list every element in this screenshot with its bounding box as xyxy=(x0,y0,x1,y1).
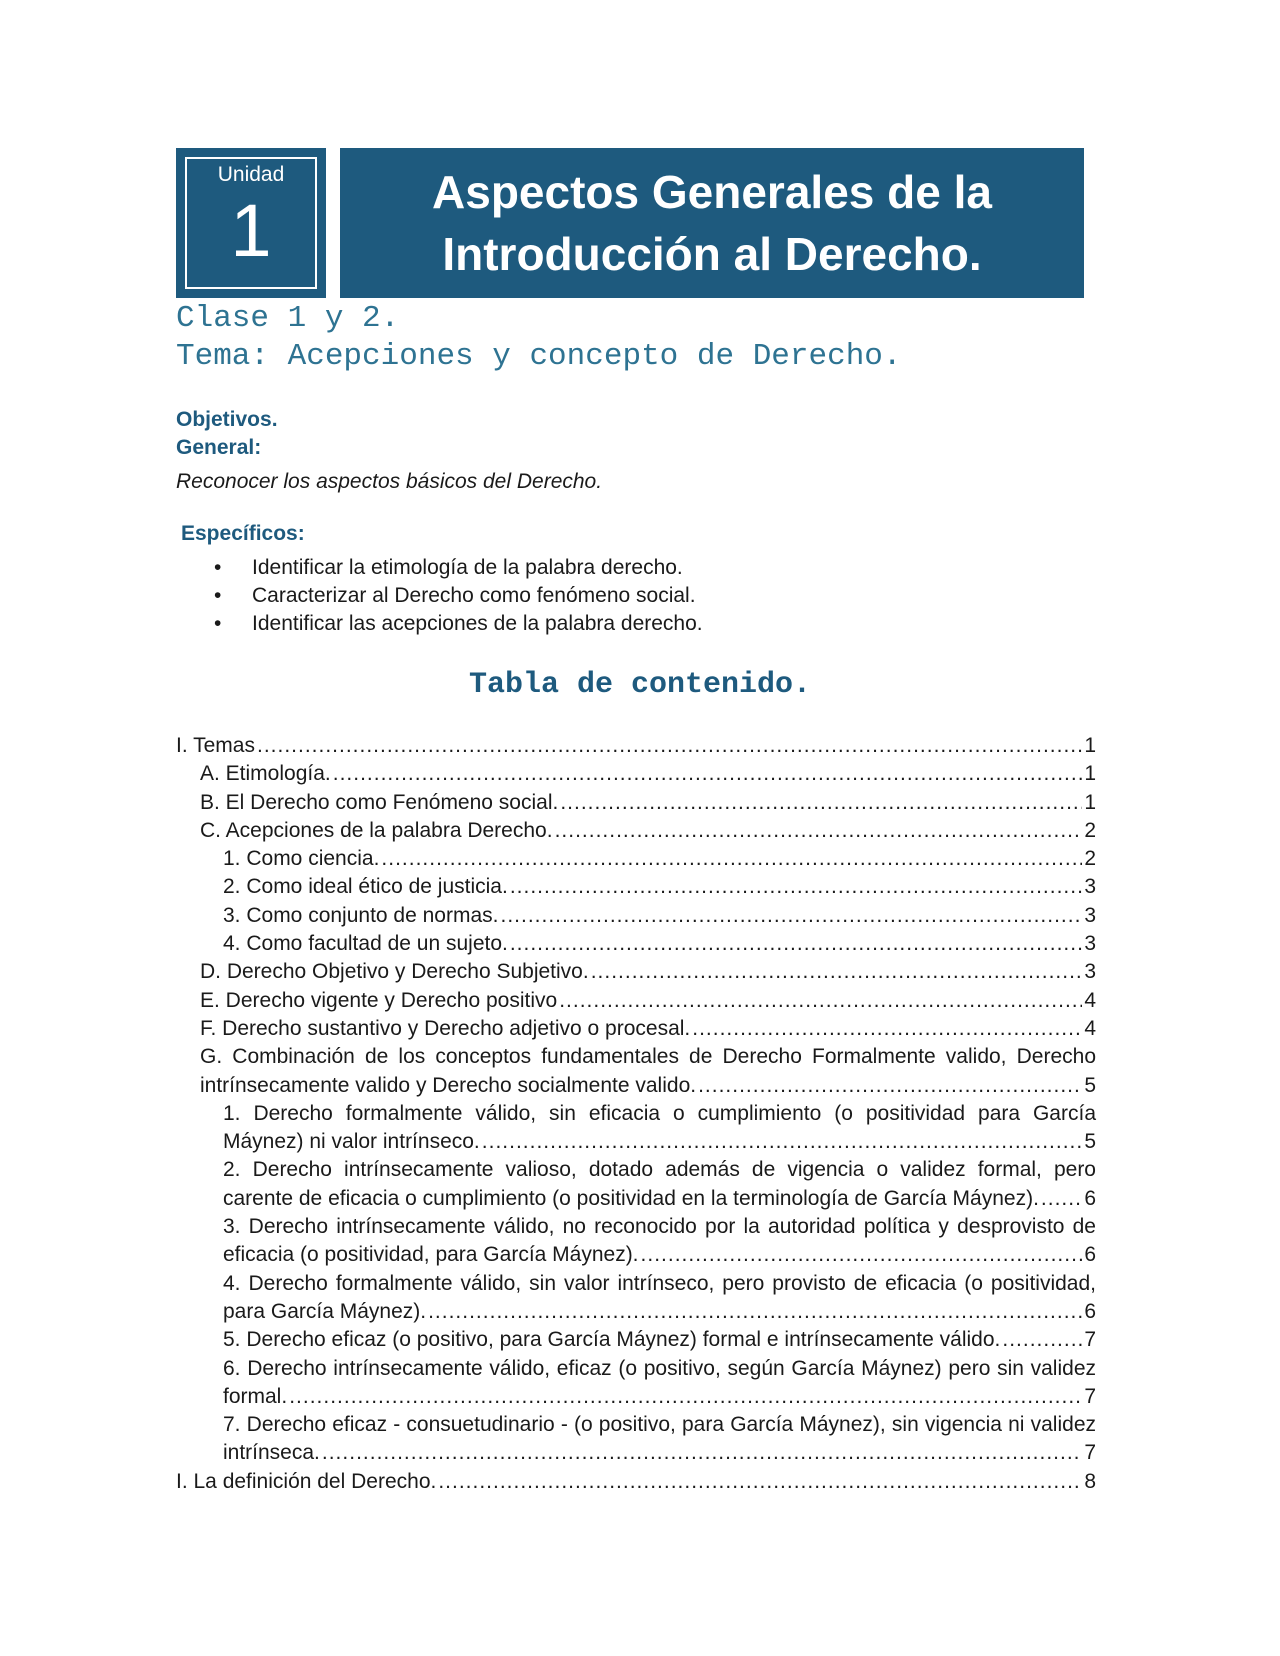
unit-number: 1 xyxy=(230,189,272,272)
toc-page-number: 3 xyxy=(1084,903,1096,927)
toc-leader xyxy=(692,1015,1082,1043)
unit-title-line-2: Introducción al Derecho. xyxy=(442,228,982,280)
toc-entry-text-cont: Máynez) ni valor intrínseco. xyxy=(223,1130,480,1154)
toc-entry-text: 1. Como ciencia. xyxy=(223,847,380,871)
toc-entry-text-cont: carente de eficacia o cumplimiento (o positividad en la terminología de García Máynez). xyxy=(223,1186,1039,1210)
toc-entry[interactable] xyxy=(200,789,1096,817)
toc-entry[interactable] xyxy=(223,873,1096,901)
list-item xyxy=(214,610,703,638)
toc-page-number: 6 xyxy=(1084,1243,1096,1267)
toc-entry-text: 3. Como conjunto de normas. xyxy=(223,903,499,927)
toc-entry[interactable] xyxy=(176,732,1096,760)
specific-objectives-list xyxy=(214,554,703,638)
toc-leader xyxy=(641,1241,1083,1269)
toc-leader xyxy=(1041,1185,1082,1213)
unit-title xyxy=(432,161,992,285)
toc-page-number: 7 xyxy=(1084,1441,1096,1465)
toc-entry[interactable] xyxy=(200,1015,1096,1043)
toc-entry-text: D. Derecho Objetivo y Derecho Subjetivo. xyxy=(200,960,589,984)
toc-entry[interactable] xyxy=(223,845,1096,873)
toc-entry-text: A. Etimología. xyxy=(200,762,331,786)
toc-page-number: 4 xyxy=(1084,988,1096,1012)
toc-page-number: 3 xyxy=(1084,960,1096,984)
toc-page-number: 8 xyxy=(1084,1469,1096,1493)
unit-title-line-1: Aspectos Generales de la xyxy=(432,166,992,218)
unit-header xyxy=(176,148,1084,298)
toc-entry[interactable] xyxy=(223,1100,1096,1157)
toc-leader xyxy=(555,817,1083,845)
toc-entry-text: E. Derecho vigente y Derecho positivo xyxy=(200,988,558,1012)
toc-entry-text-cont: intrínseca. xyxy=(223,1441,320,1465)
toc-entry-text: B. El Derecho como Fenómeno social. xyxy=(200,790,559,814)
toc-leader xyxy=(482,1128,1083,1156)
toc-entry-text: 7. Derecho eficaz - consuetudinario - (o positivo, para García Máynez), sin vigencia ni validez xyxy=(223,1413,1096,1437)
bullet-icon: • xyxy=(214,584,222,607)
topic-label: Tema: Acepciones y concepto de Derecho. xyxy=(176,339,902,374)
toc-entry-text: G. Combinación de los conceptos fundamentales de Derecho Formalmente valido, Derecho xyxy=(200,1045,1096,1069)
specific-objective: Identificar la etimología de la palabra derecho. xyxy=(252,556,683,579)
toc-leader xyxy=(559,987,1082,1015)
toc-entry[interactable] xyxy=(200,817,1096,845)
toc-page-number: 7 xyxy=(1084,1384,1096,1408)
toc-leader xyxy=(1002,1326,1082,1354)
specific-heading: Específicos: xyxy=(181,522,305,545)
toc-leader xyxy=(322,1439,1082,1467)
unit-title-banner xyxy=(340,148,1084,298)
toc-page-number: 2 xyxy=(1084,818,1096,842)
toc-page-number: 2 xyxy=(1084,847,1096,871)
toc-entry-text: 4. Como facultad de un sujeto. xyxy=(223,932,508,956)
toc-page-number: 3 xyxy=(1084,932,1096,956)
toc-entry[interactable] xyxy=(223,1355,1096,1412)
general-objective: Reconocer los aspectos básicos del Derecho. xyxy=(176,470,603,493)
toc-page-number: 1 xyxy=(1084,762,1096,786)
toc-leader xyxy=(257,732,1082,760)
toc-entry-text: 6. Derecho intrínsecamente válido, eficaz (o positivo, según García Máynez) pero sin validez xyxy=(223,1356,1096,1380)
toc-leader xyxy=(428,1298,1082,1326)
bullet-icon: • xyxy=(214,556,222,579)
toc-entry[interactable] xyxy=(223,902,1096,930)
toc-entry[interactable] xyxy=(223,1213,1096,1270)
toc-entry-text: 4. Derecho formalmente válido, sin valor intrínseco, pero provisto de eficacia (o positividad, xyxy=(223,1271,1096,1295)
toc-leader xyxy=(510,930,1082,958)
toc-entry[interactable] xyxy=(200,987,1096,1015)
toc-page-number: 4 xyxy=(1084,1016,1096,1040)
toc-entry-text-cont: formal. xyxy=(223,1384,288,1408)
toc-title: Tabla de contenido. xyxy=(468,668,812,702)
toc-leader xyxy=(333,760,1083,788)
toc-leader xyxy=(438,1468,1082,1496)
toc-page-number: 7 xyxy=(1084,1328,1096,1352)
specific-objective: Identificar las acepciones de la palabra derecho. xyxy=(252,612,703,635)
toc-leader xyxy=(591,958,1083,986)
toc-entry[interactable] xyxy=(223,930,1096,958)
toc-entry[interactable] xyxy=(223,1411,1096,1468)
list-item xyxy=(214,582,703,610)
unit-label: Unidad xyxy=(217,163,285,186)
toc-leader xyxy=(698,1072,1082,1100)
toc-entry-text: 1. Derecho formalmente válido, sin eficacia o cumplimiento (o positividad para García xyxy=(223,1101,1096,1125)
toc-entry[interactable] xyxy=(200,1043,1096,1100)
toc-entry-text-cont: eficacia (o positividad, para García Máynez). xyxy=(223,1243,639,1267)
toc-entry-text: F. Derecho sustantivo y Derecho adjetivo o procesal. xyxy=(200,1016,691,1040)
toc-leader xyxy=(500,902,1082,930)
toc-entry-text: I. La definición del Derecho. xyxy=(176,1469,437,1493)
toc-leader xyxy=(560,789,1082,817)
class-label: Clase 1 y 2. xyxy=(176,301,400,336)
toc-entry-text: 3. Derecho intrínsecamente válido, no reconocido por la autoridad política y desprovisto de xyxy=(223,1215,1096,1239)
toc-entry[interactable] xyxy=(223,1156,1096,1213)
toc-page-number: 5 xyxy=(1084,1073,1096,1097)
toc-entry[interactable] xyxy=(200,760,1096,788)
toc-entry-text: 2. Derecho intrínsecamente valioso, dotado además de vigencia o validez formal, pero xyxy=(223,1158,1096,1182)
toc-page-number: 6 xyxy=(1084,1186,1096,1210)
toc-page-number: 1 xyxy=(1084,734,1096,757)
toc-entry[interactable] xyxy=(223,1326,1096,1354)
toc-entry-text: 5. Derecho eficaz (o positivo, para García Máynez) formal e intrínsecamente válido. xyxy=(223,1328,1001,1352)
toc-page-number: 1 xyxy=(1084,790,1096,814)
unit-badge xyxy=(176,148,326,298)
toc-page-number: 5 xyxy=(1084,1130,1096,1154)
toc-entry-text: I. Temas xyxy=(176,734,255,757)
toc-entry-text: 2. Como ideal ético de justicia. xyxy=(223,875,508,899)
specific-objective: Caracterizar al Derecho como fenómeno social. xyxy=(252,584,696,607)
unit-badge-frame xyxy=(185,157,317,289)
toc-leader xyxy=(510,873,1083,901)
general-heading: General: xyxy=(176,436,262,459)
toc-entry-text: C. Acepciones de la palabra Derecho. xyxy=(200,818,553,842)
objectives-heading: Objetivos. xyxy=(176,408,278,431)
toc-page-number: 3 xyxy=(1084,875,1096,899)
toc-entry[interactable] xyxy=(223,1270,1096,1327)
toc-page-number: 6 xyxy=(1084,1299,1096,1323)
toc-leader xyxy=(381,845,1082,873)
toc-entry-text-cont: intrínsecamente valido y Derecho socialmente valido. xyxy=(200,1073,697,1097)
table-of-contents xyxy=(176,732,1096,1496)
toc-entry-text-cont: para García Máynez). xyxy=(223,1299,427,1323)
list-item xyxy=(214,554,703,582)
toc-entry[interactable] xyxy=(200,958,1096,986)
toc-entry[interactable] xyxy=(176,1468,1096,1496)
toc-leader xyxy=(289,1383,1082,1411)
bullet-icon: • xyxy=(214,612,222,635)
